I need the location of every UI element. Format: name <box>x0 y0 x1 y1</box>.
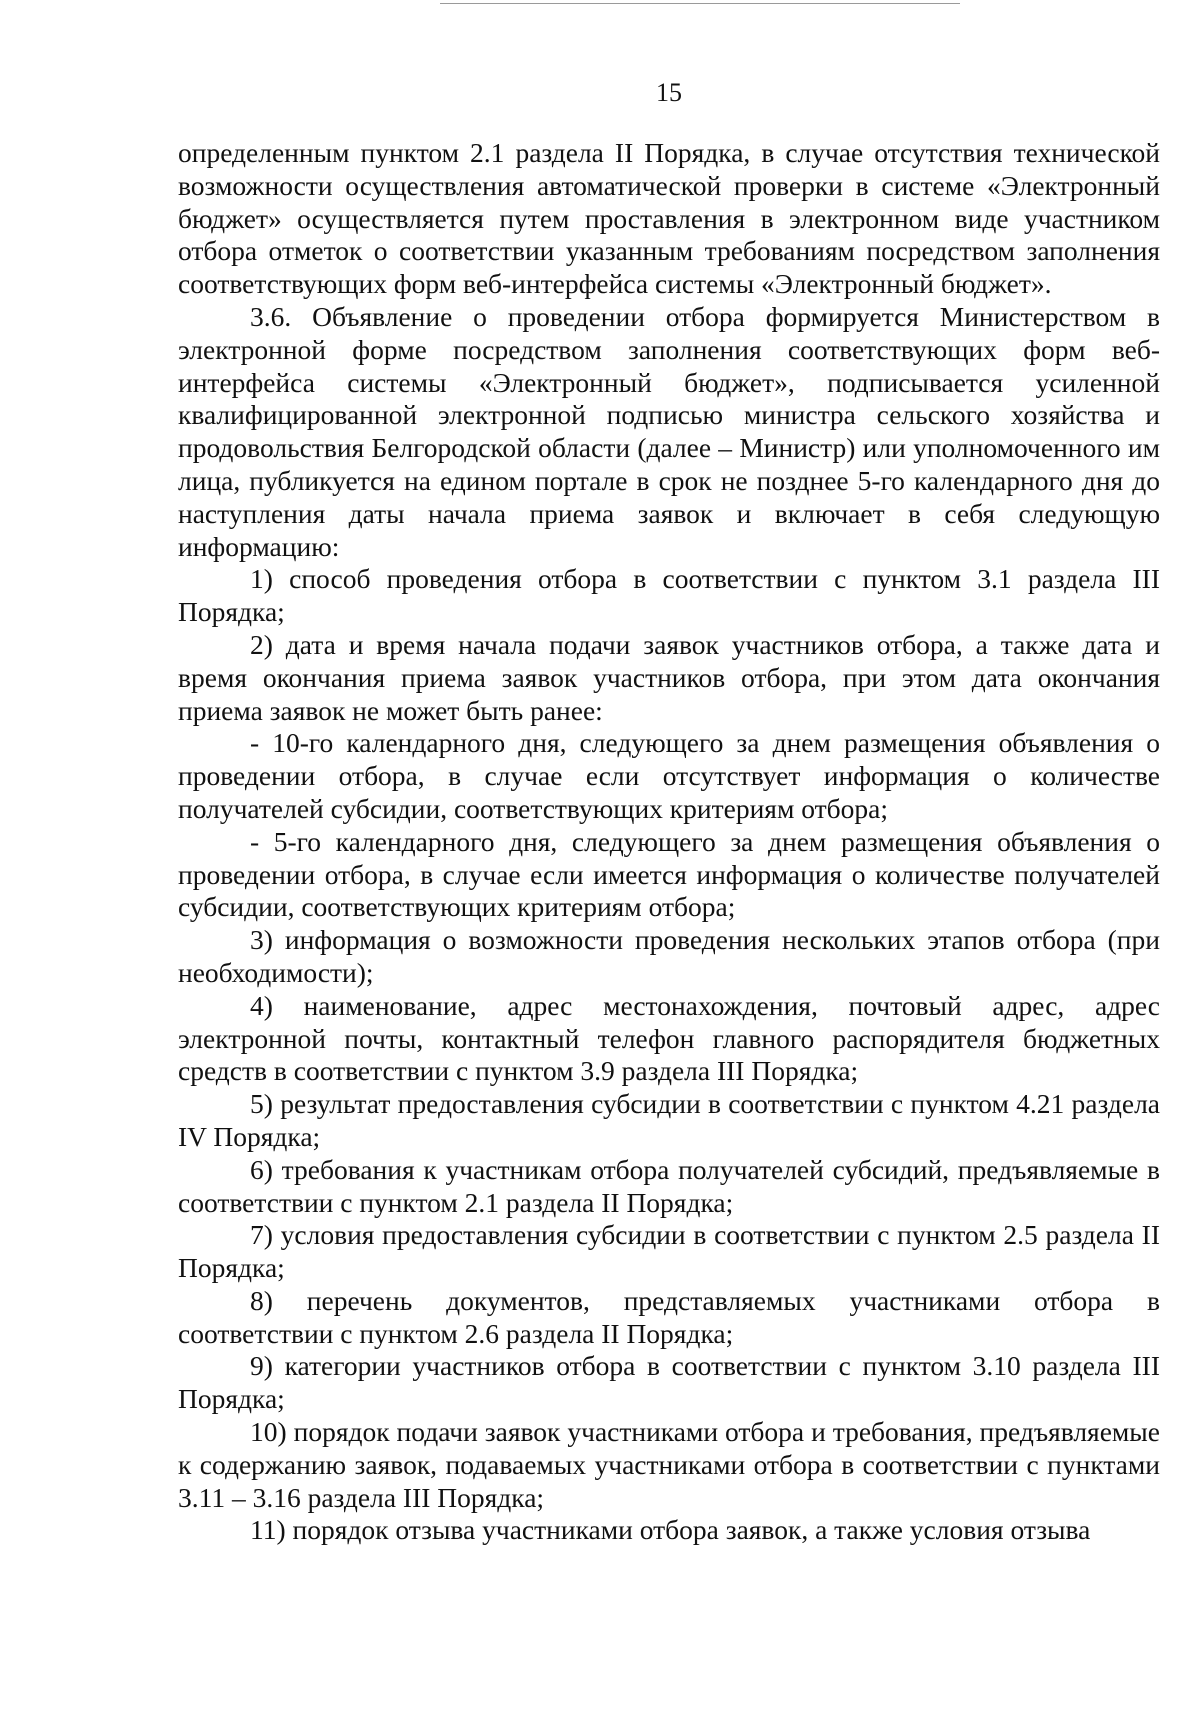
paragraph: 8) перечень документов, представляемых участниками отбора в соответствии с пунктом 2.6 раздела II Порядка; <box>178 1284 1160 1349</box>
paragraph: 7) условия предоставления субсидии в соответствии с пунктом 2.5 раздела II Порядка; <box>178 1219 1160 1284</box>
paragraph: 1) способ проведения отбора в соответствии с пунктом 3.1 раздела III Порядка; <box>178 563 1160 628</box>
paragraph: 3) информация о возможности проведения нескольких этапов отбора (при необходимости); <box>178 924 1160 988</box>
paragraph: 3.6. Объявление о проведении отбора формируется Министерством в электронной форме посредством заполнения соответствующих форм веб-интерфейса системы «Электронный бюджет», подписывается усиленной квалифицированной электронной подписью министра сельского хозяйства и продовольствия Белгородской области (далее – Министр) или уполномоченного им лица, публикуется на едином портале в срок не позднее 5-го календарного дня до наступления даты начала приема заявок и включает в себя следующую информацию: <box>178 300 1160 562</box>
paragraph: - 5-го календарного дня, следующего за днем размещения объявления о проведении отбора, в случае если имеется информация о количестве получателей субсидии, соответствующих критериям отбора; <box>178 825 1160 923</box>
page-number: 15 <box>656 78 682 107</box>
paragraph: 4) наименование, адрес местонахождения, почтовый адрес, адрес электронной почты, контактный телефон главного распорядителя бюджетных средств в соответствии с пунктом 3.9 раздела III Порядка; <box>178 989 1160 1087</box>
paragraph: 10) порядок подачи заявок участниками отбора и требования, предъявляемые к содержанию заявок, подаваемых участниками отбора в соответствии с пунктами 3.11 – 3.16 раздела III Порядка; <box>178 1416 1160 1513</box>
paragraph: 9) категории участников отбора в соответствии с пунктом 3.10 раздела III Порядка; <box>178 1350 1160 1415</box>
paragraph: определенным пунктом 2.1 раздела II Порядка, в случае отсутствия технической возможности осуществления автоматической проверки в системе «Электронный бюджет» осуществляется путем проставления в электронном виде участником отбора отметок о соответствии указанным требованиям посредством заполнения соответствующих форм веб-интерфейса системы «Электронный бюджет». <box>178 137 1160 300</box>
paragraph: - 10-го календарного дня, следующего за днем размещения объявления о проведении отбора, в случае если отсутствует информация о количестве получателей субсидии, соответствующих критериям отбора; <box>178 727 1160 824</box>
paragraph: 6) требования к участникам отбора получателей субсидий, предъявляемые в соответствии с пунктом 2.1 раздела II Порядка; <box>178 1153 1160 1218</box>
scan-top-edge-line <box>440 3 960 4</box>
paragraph: 11) порядок отзыва участниками отбора заявок, а также условия отзыва <box>250 1514 1091 1546</box>
paragraph: 2) дата и время начала подачи заявок участников отбора, а также дата и время окончания приема заявок участников отбора, при этом дата окончания приема заявок не может быть ранее: <box>178 628 1160 726</box>
paragraph: 5) результат предоставления субсидии в соответствии с пунктом 4.21 раздела IV Порядка; <box>178 1088 1160 1152</box>
document-body <box>178 137 1160 1547</box>
